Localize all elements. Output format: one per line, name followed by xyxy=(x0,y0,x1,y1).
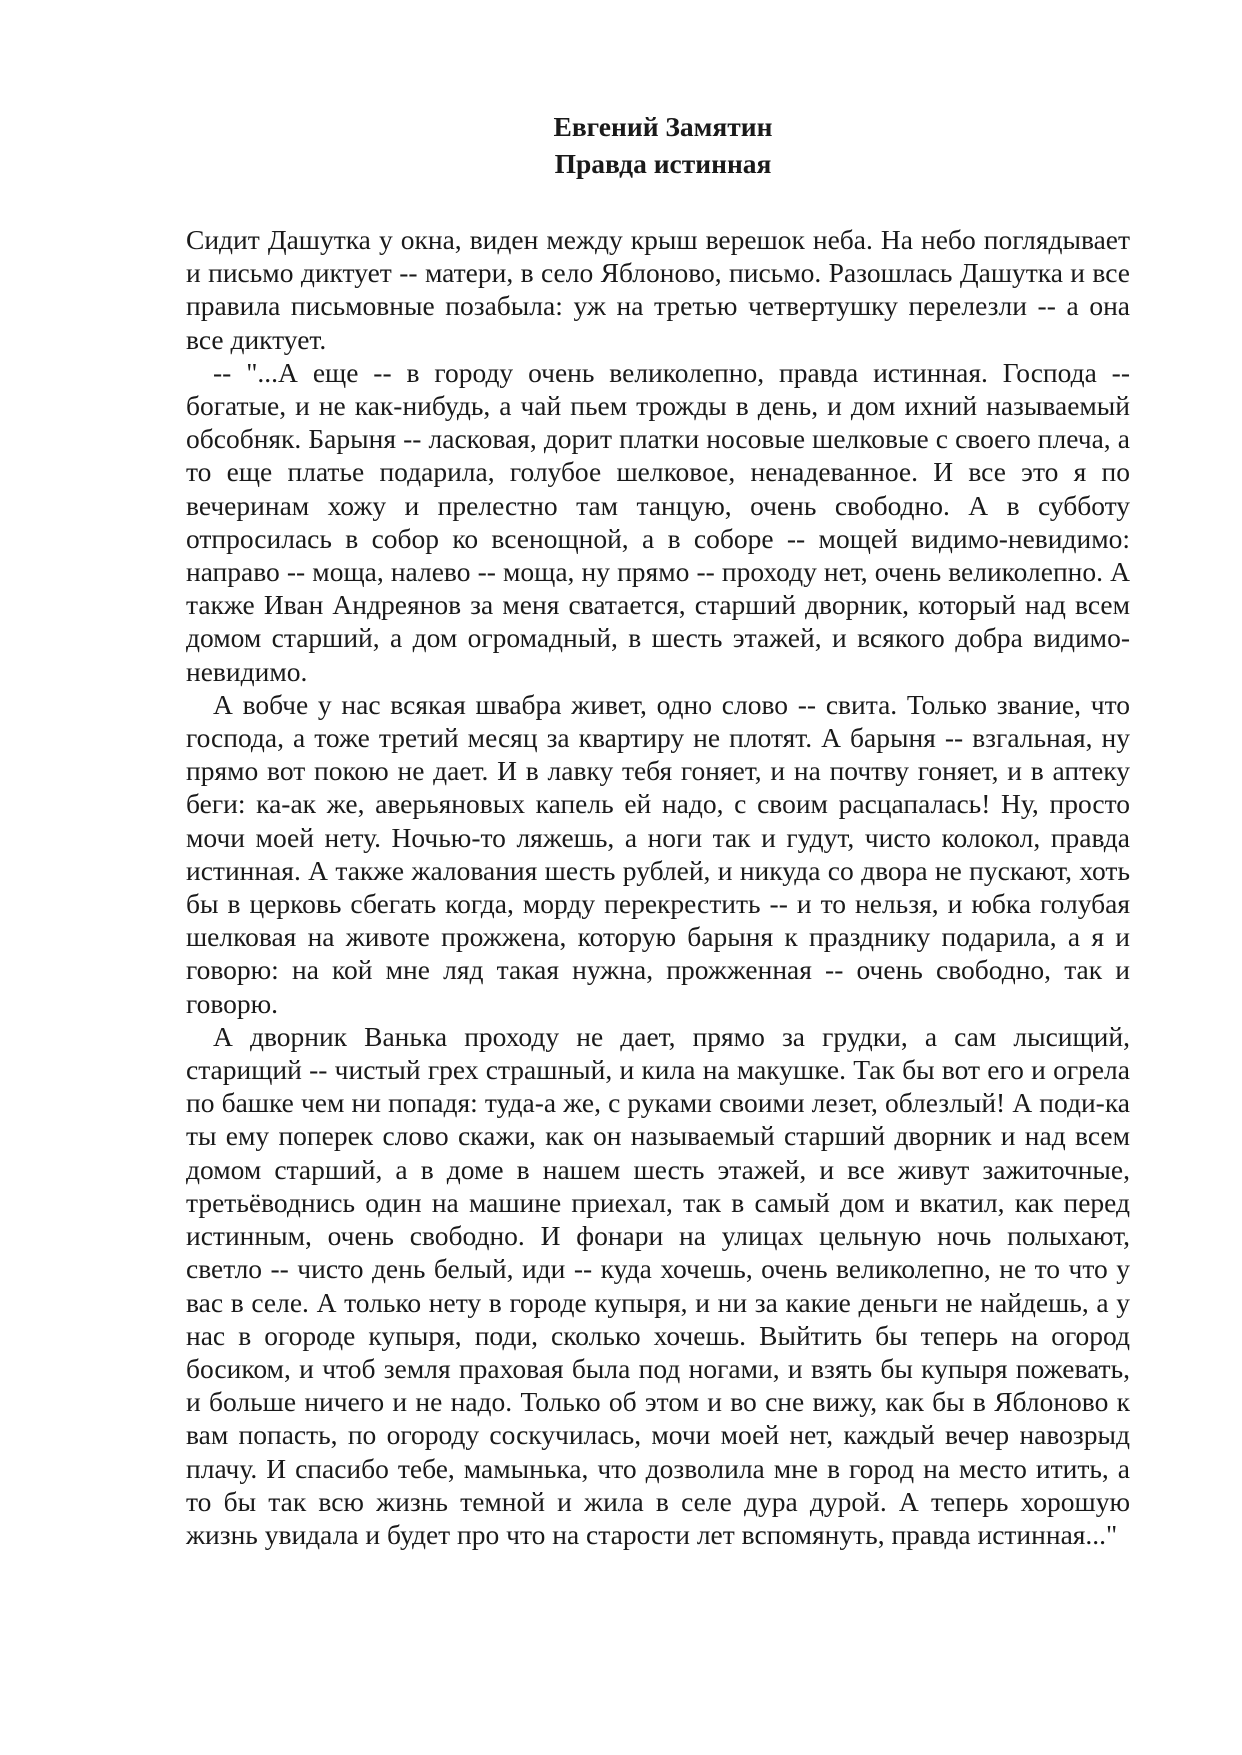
document-page xyxy=(186,108,1130,1551)
paragraph-letter-start: -- "...А еще -- в городу очень великолепно, правда истинная. Господа -- богатые, и не как-нибудь, а чай пьем трожды в день, и дом ихний называемый обсобняк. Барыня -- ласковая, дорит платки носовые шелковые с своего плеча, а то еще платье подарила, голубое шелковое, ненадеванное. И все это я по вечеринам хожу и прелестно там танцую, очень свободно. А в субботу отпросилась в собор ко всенощной, а в соборе -- мощей видимо-невидимо: направо -- моща, налево -- моща, ну прямо -- проходу нет, очень великолепно. А также Иван Андреянов за меня сватается, старший дворник, который над всем домом старший, а дом огромадный, в шесть этажей, и всякого добра видимо-невидимо. xyxy=(186,356,1130,687)
story-title: Правда истинная xyxy=(554,148,772,179)
document-header xyxy=(186,108,1130,182)
paragraph-letter-dvornik: А дворник Ванька проходу не дает, прямо за грудки, а сам лысищий, старищий -- чистый грех страшный, и кила на макушке. Так бы вот его и огрела по башке чем ни попадя: туда-а же, с руками своими лезет, облезлый! А поди-ка ты ему поперек слово скажи, как он называемый старший дворник и над всем домом старший, а в доме в нашем шесть этажей, и все живут зажиточные, третьёводнись один на машине приехал, так в самый дом и вкатил, как перед истинным, очень свободно. И фонари на улицах цельную ночь полыхают, светло -- чисто день белый, иди -- куда хочешь, очень великолепно, не то что у вас в селе. А только нету в городе купыря, и ни за какие деньги не найдешь, а у нас в огороде купыря, поди, сколько хочешь. Выйтить бы теперь на огород босиком, и чтоб земля праховая была под ногами, и взять бы купыря пожевать, и больше ничего и не надо. Только об этом и во сне вижу, как бы в Яблоново к вам попасть, по огороду соскучилась, мочи моей нет, каждый вечер навозрыд плачу. И спасибо тебе, мамынька, что дозволила мне в город на место итить, а то бы так всю жизнь темной и жила в селе дура дурой. А теперь хорошую жизнь увидала и будет про что на старости лет вспомянуть, правда истинная..." xyxy=(186,1020,1130,1550)
author-name: Евгений Замятин xyxy=(553,111,773,142)
paragraph-opening: Сидит Дашутка у окна, виден между крыш верешок неба. На небо поглядывает и письмо диктует -- матери, в село Яблоново, письмо. Разошлась Дашутка и все правила письмовные позабыла: уж на третью четвертушку перелезли -- а она все диктует. xyxy=(186,224,1130,355)
paragraph-letter-masters: А вобче у нас всякая швабра живет, одно слово -- свита. Только звание, что господа, а тоже третий месяц за квартиру не плотят. А барыня -- взгальная, ну прямо вот покою не дает. И в лавку тебя гоняет, и на почтву гоняет, и в аптеку беги: ка-ак же, аверьяновых капель ей надо, с своим расцапалась! Ну, просто мочи моей нету. Ночью-то ляжешь, а ноги так и гудут, чисто колокол, правда истинная. А также жалования шесть рублей, и никуда со двора не пускают, хоть бы в церковь сбегать когда, морду перекрестить -- и то нельзя, и юбка голубая шелковая на животе прожжена, которую барыня к празднику подарила, а я и говорю: на кой мне ляд такая нужна, прожженная -- очень свободно, так и говорю. xyxy=(186,688,1130,1019)
story-body xyxy=(186,223,1130,1551)
